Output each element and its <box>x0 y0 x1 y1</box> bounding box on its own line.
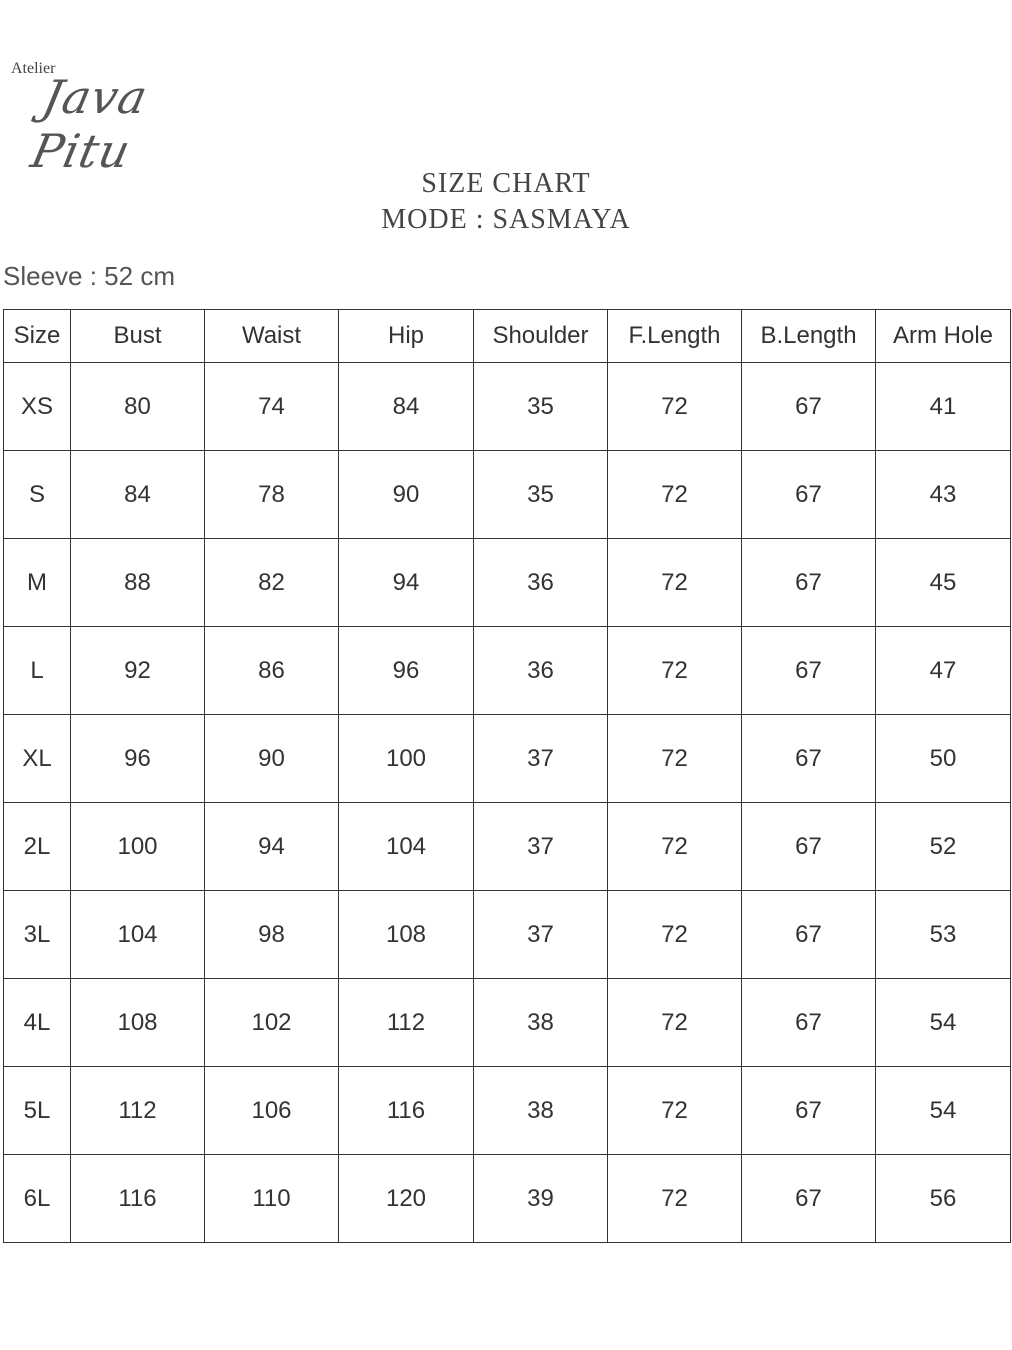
table-cell: 67 <box>742 803 876 891</box>
table-cell: 108 <box>71 979 205 1067</box>
table-cell: 67 <box>742 1155 876 1243</box>
table-cell: 110 <box>205 1155 339 1243</box>
table-cell: 35 <box>474 363 608 451</box>
table-cell: L <box>4 627 71 715</box>
table-row <box>4 539 1011 627</box>
table-cell: 112 <box>339 979 474 1067</box>
page-subtitle: MODE : SASMAYA <box>381 204 631 235</box>
column-header: Size <box>4 310 71 363</box>
table-cell: 72 <box>608 627 742 715</box>
table-cell: 90 <box>205 715 339 803</box>
table-cell: S <box>4 451 71 539</box>
table-cell: 72 <box>608 891 742 979</box>
table-cell: XS <box>4 363 71 451</box>
table-cell: 39 <box>474 1155 608 1243</box>
table-cell: 102 <box>205 979 339 1067</box>
table-cell: 72 <box>608 363 742 451</box>
table-cell: 94 <box>205 803 339 891</box>
column-header: F.Length <box>608 310 742 363</box>
table-cell: 67 <box>742 891 876 979</box>
table-cell: 56 <box>876 1155 1011 1243</box>
table-cell: 38 <box>474 1067 608 1155</box>
table-cell: 98 <box>205 891 339 979</box>
column-header: Bust <box>71 310 205 363</box>
column-header: B.Length <box>742 310 876 363</box>
table-cell: XL <box>4 715 71 803</box>
table-cell: 38 <box>474 979 608 1067</box>
table-cell: 108 <box>339 891 474 979</box>
size-chart-table <box>3 309 1011 1243</box>
table-cell: 116 <box>339 1067 474 1155</box>
table-cell: 36 <box>474 627 608 715</box>
table-cell: 96 <box>71 715 205 803</box>
table-cell: 120 <box>339 1155 474 1243</box>
table-cell: 74 <box>205 363 339 451</box>
table-row <box>4 803 1011 891</box>
table-cell: 72 <box>608 979 742 1067</box>
table-cell: 72 <box>608 803 742 891</box>
brand-logo <box>8 58 248 178</box>
table-cell: 82 <box>205 539 339 627</box>
column-header: Waist <box>205 310 339 363</box>
table-cell: 2L <box>4 803 71 891</box>
table-row <box>4 1067 1011 1155</box>
table-cell: 92 <box>71 627 205 715</box>
column-header: Hip <box>339 310 474 363</box>
logo-atelier-text: Atelier <box>11 60 56 77</box>
table-cell: 72 <box>608 715 742 803</box>
table-row <box>4 363 1011 451</box>
table-cell: 45 <box>876 539 1011 627</box>
table-header-row <box>4 310 1011 363</box>
table-row <box>4 451 1011 539</box>
table-cell: 72 <box>608 539 742 627</box>
table-cell: 78 <box>205 451 339 539</box>
table-cell: M <box>4 539 71 627</box>
table-cell: 104 <box>339 803 474 891</box>
table-cell: 80 <box>71 363 205 451</box>
table-cell: 35 <box>474 451 608 539</box>
table-cell: 5L <box>4 1067 71 1155</box>
table-cell: 94 <box>339 539 474 627</box>
table-row <box>4 1155 1011 1243</box>
table-cell: 72 <box>608 1155 742 1243</box>
sleeve-note: Sleeve : 52 cm <box>3 261 175 291</box>
table-cell: 88 <box>71 539 205 627</box>
table-cell: 84 <box>71 451 205 539</box>
table-cell: 86 <box>205 627 339 715</box>
table-cell: 37 <box>474 715 608 803</box>
table-cell: 50 <box>876 715 1011 803</box>
table-cell: 100 <box>339 715 474 803</box>
table-cell: 53 <box>876 891 1011 979</box>
table-cell: 4L <box>4 979 71 1067</box>
column-header: Shoulder <box>474 310 608 363</box>
table-cell: 6L <box>4 1155 71 1243</box>
table-cell: 90 <box>339 451 474 539</box>
table-cell: 37 <box>474 803 608 891</box>
table-cell: 104 <box>71 891 205 979</box>
table-cell: 96 <box>339 627 474 715</box>
table-cell: 54 <box>876 979 1011 1067</box>
table-cell: 3L <box>4 891 71 979</box>
table-cell: 67 <box>742 979 876 1067</box>
page-title: SIZE CHART <box>421 168 591 199</box>
table-row <box>4 891 1011 979</box>
table-cell: 54 <box>876 1067 1011 1155</box>
table-cell: 116 <box>71 1155 205 1243</box>
table-cell: 84 <box>339 363 474 451</box>
table-cell: 72 <box>608 1067 742 1155</box>
table-row <box>4 979 1011 1067</box>
table-cell: 52 <box>876 803 1011 891</box>
table-cell: 41 <box>876 363 1011 451</box>
column-header: Arm Hole <box>876 310 1011 363</box>
table-cell: 67 <box>742 627 876 715</box>
table-cell: 100 <box>71 803 205 891</box>
table-cell: 67 <box>742 539 876 627</box>
logo-brand-text: Java Pitu <box>26 70 153 178</box>
table-cell: 112 <box>71 1067 205 1155</box>
table-cell: 67 <box>742 451 876 539</box>
table-cell: 67 <box>742 1067 876 1155</box>
table-cell: 37 <box>474 891 608 979</box>
table-cell: 72 <box>608 451 742 539</box>
table-row <box>4 627 1011 715</box>
table-row <box>4 715 1011 803</box>
table-cell: 47 <box>876 627 1011 715</box>
table-cell: 36 <box>474 539 608 627</box>
table-cell: 106 <box>205 1067 339 1155</box>
table-cell: 67 <box>742 363 876 451</box>
table-cell: 67 <box>742 715 876 803</box>
table-cell: 43 <box>876 451 1011 539</box>
